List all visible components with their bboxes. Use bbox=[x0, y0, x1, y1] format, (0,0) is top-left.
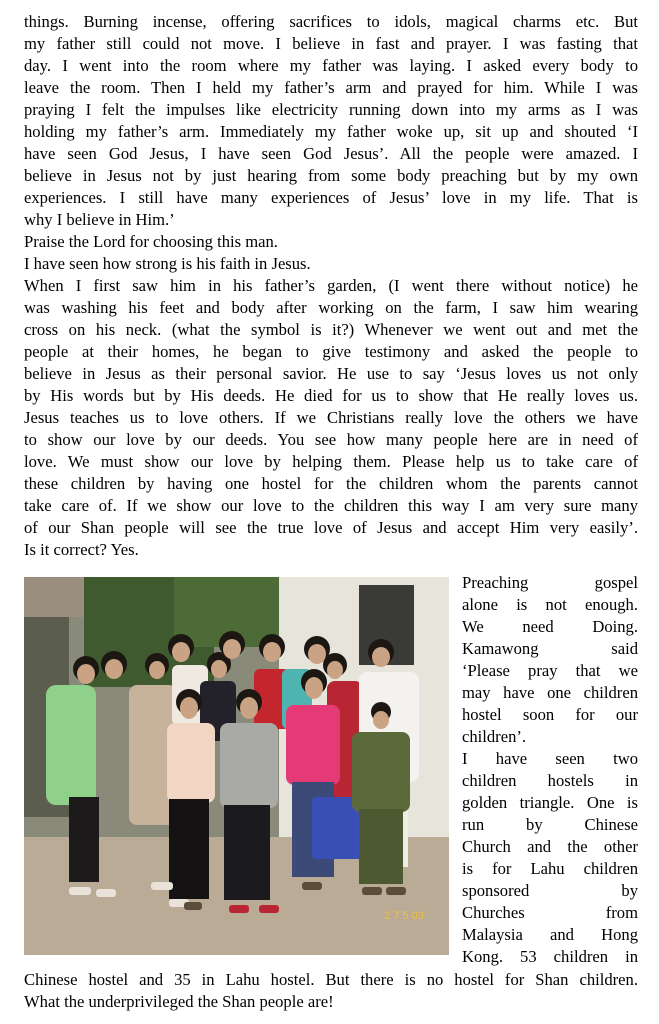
text-line: my father still could not move. I believe in fast and prayer. I was fasting that bbox=[24, 34, 638, 53]
text-line: holding my father’s arm. Immediately my father woke up, sit up and shouted ‘I bbox=[24, 122, 638, 141]
text-line: Is it correct? Yes. bbox=[24, 540, 139, 559]
text-line: leave the room. Then I held my father’s arm and prayed for him. While I was bbox=[24, 78, 638, 97]
text-line: Kamawong said bbox=[462, 639, 638, 658]
text-line: of our Shan people will see the true love of Jesus and accept Him very easily’. bbox=[24, 518, 638, 537]
text-line: love. We must show our love by helping them. Please help us to take care of bbox=[24, 452, 638, 471]
text-line: take care of. If we show our love to the children this way I am very sure many bbox=[24, 496, 638, 515]
text-line: day. I went into the room where my father was laying. I asked every body to bbox=[24, 56, 638, 75]
group-photo-icon bbox=[24, 577, 449, 955]
text-line: Malaysia and Hong bbox=[462, 925, 638, 944]
text-line: hostel soon for our bbox=[462, 705, 638, 724]
text-line: Kong. 53 children in bbox=[462, 947, 638, 966]
text-line: We need Doing. bbox=[462, 617, 638, 636]
text-line: is for Lahu children bbox=[462, 859, 638, 878]
text-line: experiences. I still have many experiences of Jesus’ love in my life. That is bbox=[24, 188, 638, 207]
text-line: children’. bbox=[462, 727, 527, 746]
text-line: Praise the Lord for choosing this man. bbox=[24, 232, 278, 251]
text-line: Preaching gospel bbox=[462, 573, 638, 592]
text-line: sponsored by bbox=[462, 881, 638, 900]
text-line: believe in Jesus not by just hearing from some body preaching but by my own bbox=[24, 166, 638, 185]
text-line: why I believe in Him.’ bbox=[24, 210, 175, 229]
text-line: by His words but by His deeds. He died for us to show that He really loves us. bbox=[24, 386, 638, 405]
text-line: have seen God Jesus, I have seen God Jesus’. All the people were amazed. I bbox=[24, 144, 638, 163]
text-line: believe in Jesus as their personal savior. He use to say ‘Jesus loves us not only bbox=[24, 364, 638, 383]
text-line: What the underprivileged the Shan people are! bbox=[24, 992, 334, 1011]
text-line: Churches from bbox=[462, 903, 638, 922]
text-line: When I first saw him in his father’s garden, (I went there without notice) he bbox=[24, 276, 638, 295]
text-line: was washing his feet and body after working on the farm, I saw him wearing bbox=[24, 298, 638, 317]
text-line: Jesus teaches us to love others. If we Christians really love the others we have bbox=[24, 408, 638, 427]
text-line: I have seen how strong is his faith in Jesus. bbox=[24, 254, 311, 273]
text-line: to show our love by our deeds. You see how many people here are in need of bbox=[24, 430, 638, 449]
text-line: cross on his neck. (what the symbol is it?) Whenever we went out and met the bbox=[24, 320, 638, 339]
text-line: ‘Please pray that we bbox=[462, 661, 638, 680]
text-line: Church and the other bbox=[462, 837, 638, 856]
text-line: Chinese hostel and 35 in Lahu hostel. But there is no hostel for Shan children. bbox=[24, 970, 638, 989]
text-line: golden triangle. One is bbox=[462, 793, 638, 812]
text-line: people at their homes, he began to give testimony and asked the people to bbox=[24, 342, 638, 361]
text-line: may have one children bbox=[462, 683, 638, 702]
text-line: I have seen two bbox=[462, 749, 638, 768]
text-line: these children by having one hostel for the children whom the parents cannot bbox=[24, 474, 638, 493]
text-line: things. Burning incense, offering sacrifices to idols, magical charms etc. But bbox=[24, 12, 638, 31]
text-line: run by Chinese bbox=[462, 815, 638, 834]
text-line: praying I felt the impulses like electricity running down into my arms as I was bbox=[24, 100, 638, 119]
date-stamp: 2 7 5 03 bbox=[384, 910, 424, 922]
group-photo bbox=[24, 577, 449, 955]
text-line: children hostels in bbox=[462, 771, 638, 790]
text-line: alone is not enough. bbox=[462, 595, 638, 614]
